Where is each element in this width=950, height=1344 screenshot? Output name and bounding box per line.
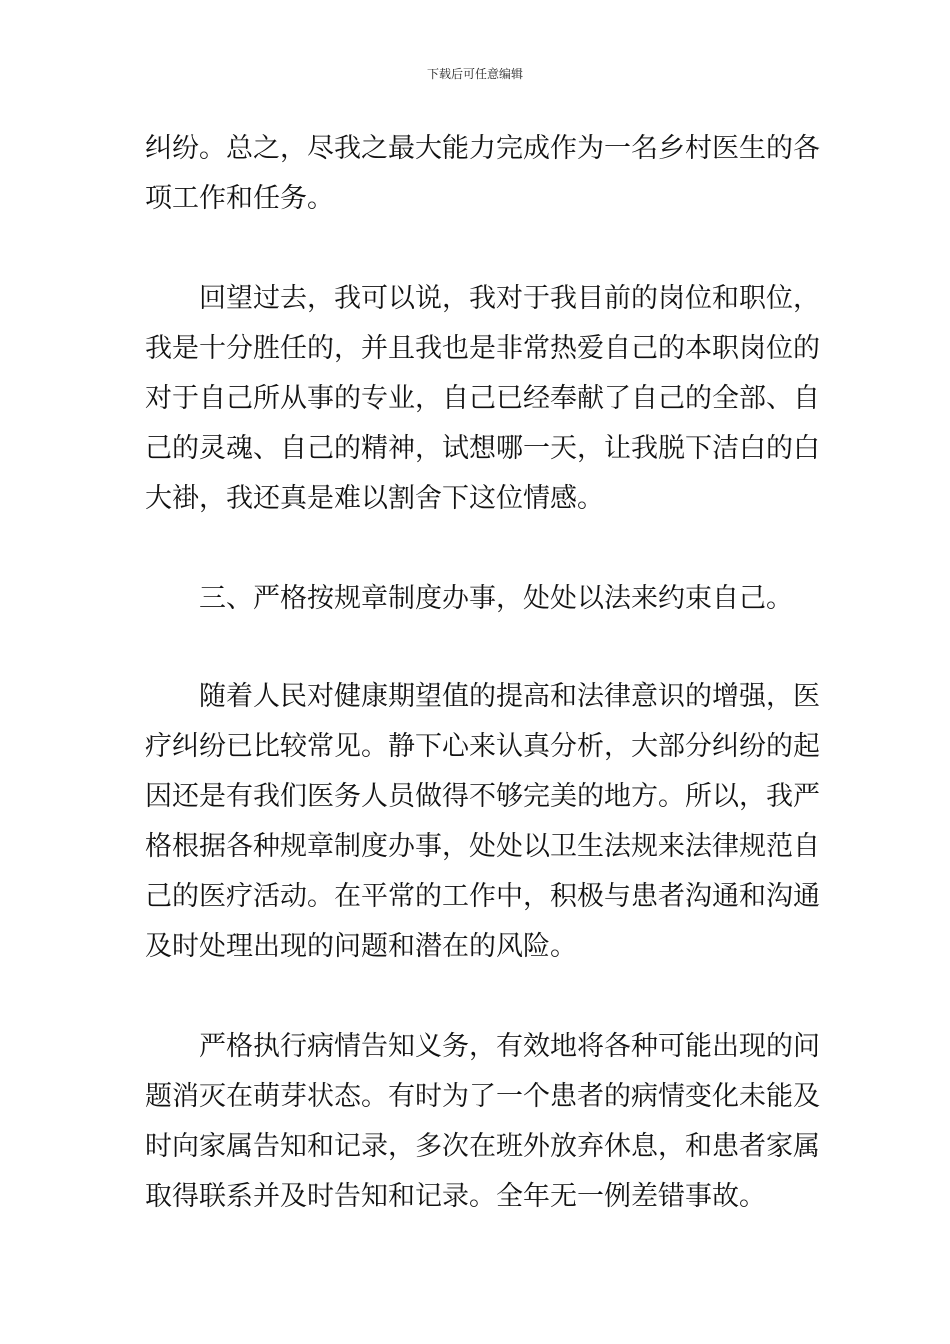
text-line: 题消灭在萌芽状态。有时为了一个患者的病情变化未能及 bbox=[145, 1081, 820, 1112]
text-line: 格根据各种规章制度办事，处处以卫生法规来法律规范自 bbox=[145, 831, 820, 862]
text-line: 己的医疗活动。在平常的工作中，积极与患者沟通和沟通 bbox=[145, 881, 820, 912]
text-line: 及时处理出现的问题和潜在的风险。 bbox=[145, 931, 577, 962]
text-line: 疗纠纷已比较常见。静下心来认真分析，大部分纠纷的起 bbox=[145, 731, 820, 762]
text-line: 我是十分胜任的，并且我也是非常热爱自己的本职岗位的 bbox=[145, 333, 820, 364]
text-line: 大褂，我还真是难以割舍下这位情感。 bbox=[145, 483, 604, 514]
text-line: 己的灵魂、自己的精神，试想哪一天，让我脱下洁白的白 bbox=[145, 433, 820, 464]
text-line: 严格执行病情告知义务，有效地将各种可能出现的问 bbox=[199, 1031, 820, 1062]
header-note: 下载后可任意编辑 bbox=[426, 67, 523, 81]
text-line: 对于自己所从事的专业，自己已经奉献了自己的全部、自 bbox=[145, 383, 820, 414]
text-line: 回望过去，我可以说，我对于我目前的岗位和职位， bbox=[199, 283, 820, 314]
text-line: 纠纷。总之，尽我之最大能力完成作为一名乡村医生的各 bbox=[145, 133, 820, 164]
text-line: 时向家属告知和记录，多次在班外放弃休息，和患者家属 bbox=[145, 1131, 820, 1162]
text-line: 取得联系并及时告知和记录。全年无一例差错事故。 bbox=[145, 1181, 766, 1212]
text-line: 因还是有我们医务人员做得不够完美的地方。所以，我严 bbox=[145, 781, 820, 812]
text-line: 项工作和任务。 bbox=[145, 183, 334, 214]
section-heading-text: 三、严格按规章制度办事，处处以法来约束自己。 bbox=[199, 583, 793, 614]
text-line: 随着人民对健康期望值的提高和法律意识的增强，医 bbox=[199, 681, 820, 712]
